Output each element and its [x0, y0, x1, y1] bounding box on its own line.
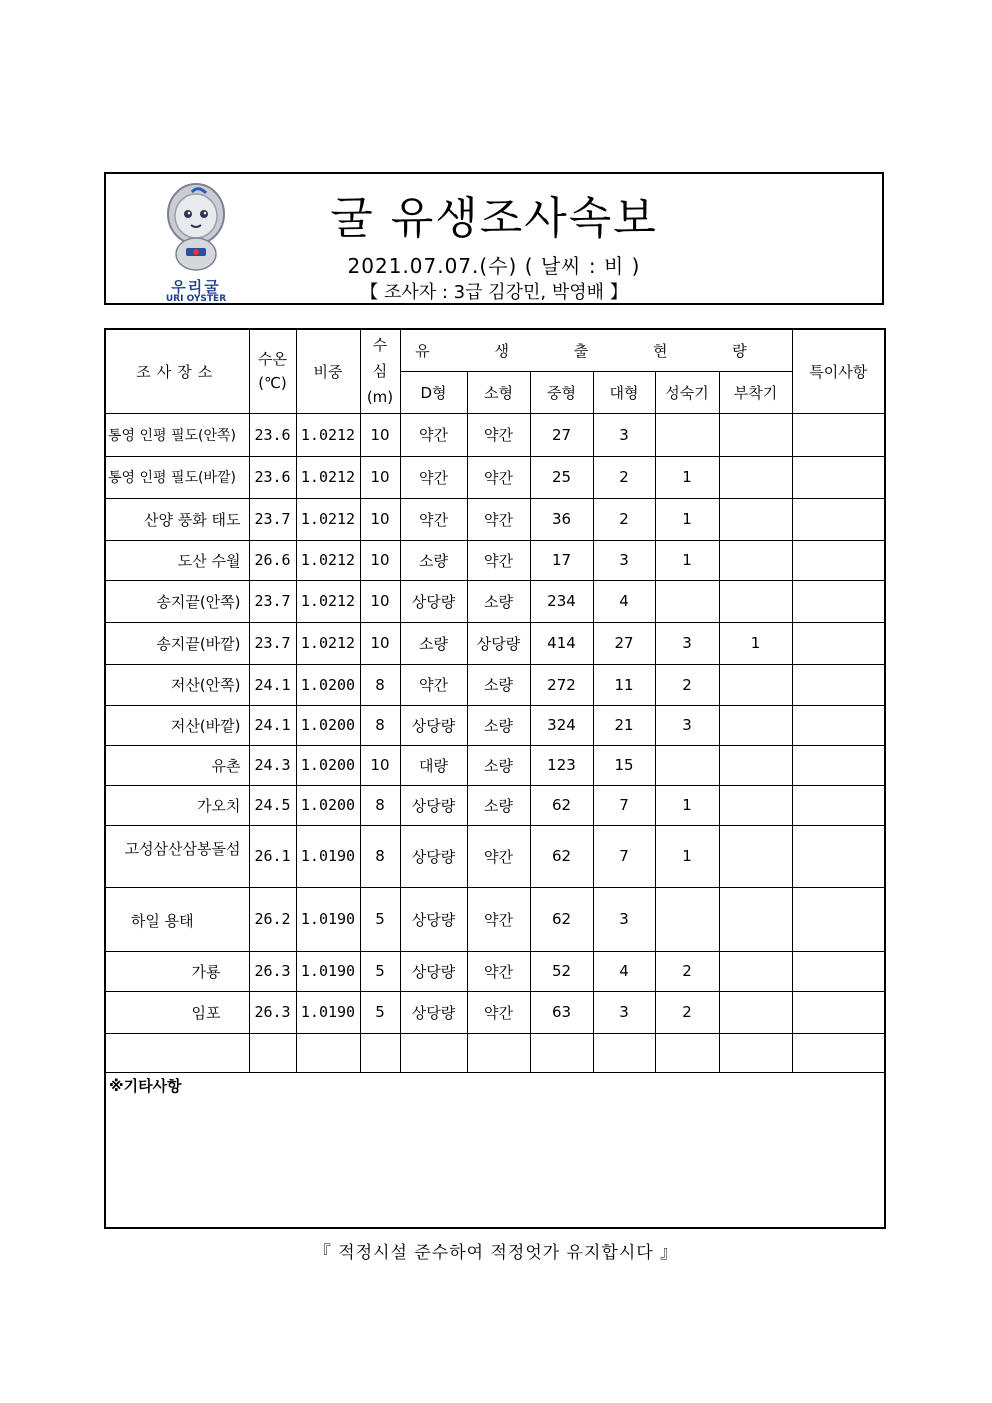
- header-medium: 중형: [530, 371, 593, 413]
- larvae-survey-table: [104, 328, 886, 1229]
- site-cell: 고성삼산삼봉돌섬: [105, 825, 249, 887]
- large-cell: 2: [593, 456, 655, 498]
- temp-cell: 23.6: [249, 456, 296, 498]
- depth-cell: 10: [360, 498, 400, 540]
- remarks-cell: [792, 825, 885, 887]
- large-cell: 27: [593, 622, 655, 664]
- d-type-cell: 상당량: [400, 951, 467, 991]
- temp-cell: 26.3: [249, 951, 296, 991]
- density-cell: 1.0190: [296, 825, 360, 887]
- large-cell: 3: [593, 887, 655, 951]
- remarks-cell: [792, 456, 885, 498]
- logo-english-text: URI OYSTER: [165, 294, 227, 304]
- medium-cell: 123: [530, 745, 593, 785]
- attached-cell: [719, 664, 792, 705]
- remarks-cell: [792, 705, 885, 745]
- small-cell: 약간: [467, 456, 530, 498]
- d-type-cell: 약간: [400, 413, 467, 456]
- medium-cell: 27: [530, 413, 593, 456]
- medium-cell: 414: [530, 622, 593, 664]
- temp-cell: 26.6: [249, 540, 296, 580]
- mature-cell: 3: [655, 622, 719, 664]
- temp-cell: 24.1: [249, 664, 296, 705]
- d-type-cell: 약간: [400, 664, 467, 705]
- attached-cell: [719, 745, 792, 785]
- attached-cell: [719, 887, 792, 951]
- large-cell: 15: [593, 745, 655, 785]
- density-cell: 1.0200: [296, 785, 360, 825]
- d-type-cell: 상당량: [400, 991, 467, 1033]
- attached-cell: 1: [719, 622, 792, 664]
- depth-cell: 8: [360, 785, 400, 825]
- depth-cell: 10: [360, 540, 400, 580]
- small-cell: 소량: [467, 745, 530, 785]
- footer-slogan: 『 적정시설 준수하여 적정엇가 유지합시다 』: [313, 1243, 679, 1263]
- mature-cell: 3: [655, 705, 719, 745]
- temp-cell: 26.3: [249, 991, 296, 1033]
- header-attached: 부착기: [719, 371, 792, 413]
- mature-cell: [655, 745, 719, 785]
- small-cell: 소량: [467, 705, 530, 745]
- mature-cell: [655, 580, 719, 622]
- temp-cell: 24.1: [249, 705, 296, 745]
- d-type-cell: 소량: [400, 622, 467, 664]
- small-cell: 약간: [467, 991, 530, 1033]
- table-header-row-1: [105, 329, 885, 371]
- site-cell: 가룡: [105, 951, 249, 991]
- small-cell: 약간: [467, 887, 530, 951]
- table-row: [105, 705, 885, 745]
- mature-cell: 1: [655, 785, 719, 825]
- density-cell: 1.0200: [296, 745, 360, 785]
- header-d-type: D형: [400, 371, 467, 413]
- table-row: [105, 825, 885, 887]
- depth-cell: 8: [360, 705, 400, 745]
- temp-cell: 26.2: [249, 887, 296, 951]
- large-cell: 7: [593, 825, 655, 887]
- small-cell: 약간: [467, 540, 530, 580]
- table-row: [105, 540, 885, 580]
- site-cell: 송지끝(안쪽): [105, 580, 249, 622]
- large-cell: 2: [593, 498, 655, 540]
- header-density: 비중: [296, 329, 360, 413]
- table-row: [105, 580, 885, 622]
- other-notes: ※기타사항: [105, 1072, 885, 1228]
- remarks-cell: [792, 991, 885, 1033]
- depth-cell: 5: [360, 951, 400, 991]
- medium-cell: 324: [530, 705, 593, 745]
- temp-cell: 23.6: [249, 413, 296, 456]
- header-larvae-amount: 유 생 출 현 량: [400, 329, 792, 371]
- d-type-cell: 약간: [400, 498, 467, 540]
- d-type-cell: 상당량: [400, 580, 467, 622]
- remarks-cell: [792, 745, 885, 785]
- density-cell: 1.0212: [296, 413, 360, 456]
- depth-cell: 5: [360, 991, 400, 1033]
- attached-cell: [719, 825, 792, 887]
- small-cell: 소량: [467, 785, 530, 825]
- site-cell: 산양 풍화 태도: [105, 498, 249, 540]
- remarks-cell: [792, 580, 885, 622]
- d-type-cell: 소량: [400, 540, 467, 580]
- mature-cell: 1: [655, 498, 719, 540]
- mature-cell: 2: [655, 664, 719, 705]
- header-small: 소형: [467, 371, 530, 413]
- small-cell: 약간: [467, 825, 530, 887]
- logo-korean-text: 우리굴: [171, 278, 221, 296]
- density-cell: 1.0190: [296, 887, 360, 951]
- remarks-cell: [792, 951, 885, 991]
- temp-cell: 24.3: [249, 745, 296, 785]
- medium-cell: 62: [530, 887, 593, 951]
- depth-cell: 8: [360, 825, 400, 887]
- table-row: [105, 745, 885, 785]
- attached-cell: [719, 580, 792, 622]
- mature-cell: 1: [655, 825, 719, 887]
- site-cell: 송지끝(바깥): [105, 622, 249, 664]
- remarks-cell: [792, 498, 885, 540]
- attached-cell: [719, 951, 792, 991]
- small-cell: 상당량: [467, 622, 530, 664]
- depth-cell: 8: [360, 664, 400, 705]
- medium-cell: 63: [530, 991, 593, 1033]
- medium-cell: 25: [530, 456, 593, 498]
- table-row: [105, 887, 885, 951]
- attached-cell: [719, 498, 792, 540]
- medium-cell: 272: [530, 664, 593, 705]
- table-row: [105, 622, 885, 664]
- large-cell: 4: [593, 951, 655, 991]
- small-cell: 소량: [467, 580, 530, 622]
- large-cell: 3: [593, 991, 655, 1033]
- density-cell: 1.0200: [296, 705, 360, 745]
- header-large: 대형: [593, 371, 655, 413]
- table-row: [105, 785, 885, 825]
- large-cell: 3: [593, 540, 655, 580]
- attached-cell: [719, 991, 792, 1033]
- temp-cell: 23.7: [249, 622, 296, 664]
- d-type-cell: 상당량: [400, 705, 467, 745]
- attached-cell: [719, 785, 792, 825]
- table-row: [105, 498, 885, 540]
- attached-cell: [719, 456, 792, 498]
- density-cell: 1.0212: [296, 498, 360, 540]
- attached-cell: [719, 705, 792, 745]
- table-row: [105, 991, 885, 1033]
- header-remarks: 특이사항: [792, 329, 885, 413]
- site-cell: 유촌: [105, 745, 249, 785]
- temp-cell: 24.5: [249, 785, 296, 825]
- depth-cell: 10: [360, 413, 400, 456]
- remarks-cell: [792, 622, 885, 664]
- site-cell: 저산(바깥): [105, 705, 249, 745]
- attached-cell: [719, 413, 792, 456]
- mature-cell: [655, 413, 719, 456]
- depth-cell: 10: [360, 745, 400, 785]
- medium-cell: 62: [530, 825, 593, 887]
- density-cell: 1.0200: [296, 664, 360, 705]
- d-type-cell: 대량: [400, 745, 467, 785]
- report-date-weather: 2021.07.07.(수) ( 날씨 : 비 ): [347, 254, 641, 278]
- density-cell: 1.0212: [296, 622, 360, 664]
- mature-cell: 2: [655, 991, 719, 1033]
- site-cell: 통영 인평 필도(바깥): [105, 456, 249, 498]
- site-cell: 가오치: [105, 785, 249, 825]
- mature-cell: 1: [655, 540, 719, 580]
- medium-cell: 36: [530, 498, 593, 540]
- attached-cell: [719, 540, 792, 580]
- table-row: [105, 664, 885, 705]
- large-cell: 21: [593, 705, 655, 745]
- remarks-cell: [792, 413, 885, 456]
- medium-cell: 17: [530, 540, 593, 580]
- medium-cell: 62: [530, 785, 593, 825]
- site-cell: 하일 용태: [105, 887, 249, 951]
- d-type-cell: 약간: [400, 456, 467, 498]
- density-cell: 1.0212: [296, 580, 360, 622]
- small-cell: 약간: [467, 413, 530, 456]
- small-cell: 약간: [467, 498, 530, 540]
- table-row: [105, 413, 885, 456]
- header-water-temp: 수온 (℃): [249, 329, 296, 413]
- depth-cell: 10: [360, 622, 400, 664]
- header-depth: 수 심 (m): [360, 329, 400, 413]
- depth-cell: 10: [360, 456, 400, 498]
- small-cell: 약간: [467, 951, 530, 991]
- small-cell: 소량: [467, 664, 530, 705]
- medium-cell: 52: [530, 951, 593, 991]
- density-cell: 1.0212: [296, 540, 360, 580]
- density-cell: 1.0190: [296, 991, 360, 1033]
- report-header: [104, 172, 884, 305]
- remarks-cell: [792, 540, 885, 580]
- remarks-cell: [792, 664, 885, 705]
- site-cell: 임포: [105, 991, 249, 1033]
- header-mature: 성숙기: [655, 371, 719, 413]
- site-cell: 저산(안쪽): [105, 664, 249, 705]
- large-cell: 7: [593, 785, 655, 825]
- density-cell: 1.0190: [296, 951, 360, 991]
- notes-row: [105, 1072, 885, 1228]
- medium-cell: 234: [530, 580, 593, 622]
- mature-cell: [655, 887, 719, 951]
- header-site: 조사장소: [105, 329, 249, 413]
- large-cell: 11: [593, 664, 655, 705]
- empty-table-row: [105, 1033, 885, 1072]
- d-type-cell: 상당량: [400, 887, 467, 951]
- mature-cell: 2: [655, 951, 719, 991]
- remarks-cell: [792, 887, 885, 951]
- depth-cell: 10: [360, 580, 400, 622]
- mature-cell: 1: [655, 456, 719, 498]
- density-cell: 1.0212: [296, 456, 360, 498]
- table-row: [105, 951, 885, 991]
- d-type-cell: 상당량: [400, 825, 467, 887]
- report-inspectors: 【 조사자 : 3급 김강민, 박영배 】: [360, 282, 628, 303]
- d-type-cell: 상당량: [400, 785, 467, 825]
- table-row: [105, 456, 885, 498]
- temp-cell: 26.1: [249, 825, 296, 887]
- large-cell: 4: [593, 580, 655, 622]
- depth-cell: 5: [360, 887, 400, 951]
- large-cell: 3: [593, 413, 655, 456]
- remarks-cell: [792, 785, 885, 825]
- site-cell: 도산 수월: [105, 540, 249, 580]
- report-title: 굴 유생조사속보: [330, 193, 658, 244]
- site-cell: 통영 인평 필도(안쪽): [105, 413, 249, 456]
- temp-cell: 23.7: [249, 498, 296, 540]
- temp-cell: 23.7: [249, 580, 296, 622]
